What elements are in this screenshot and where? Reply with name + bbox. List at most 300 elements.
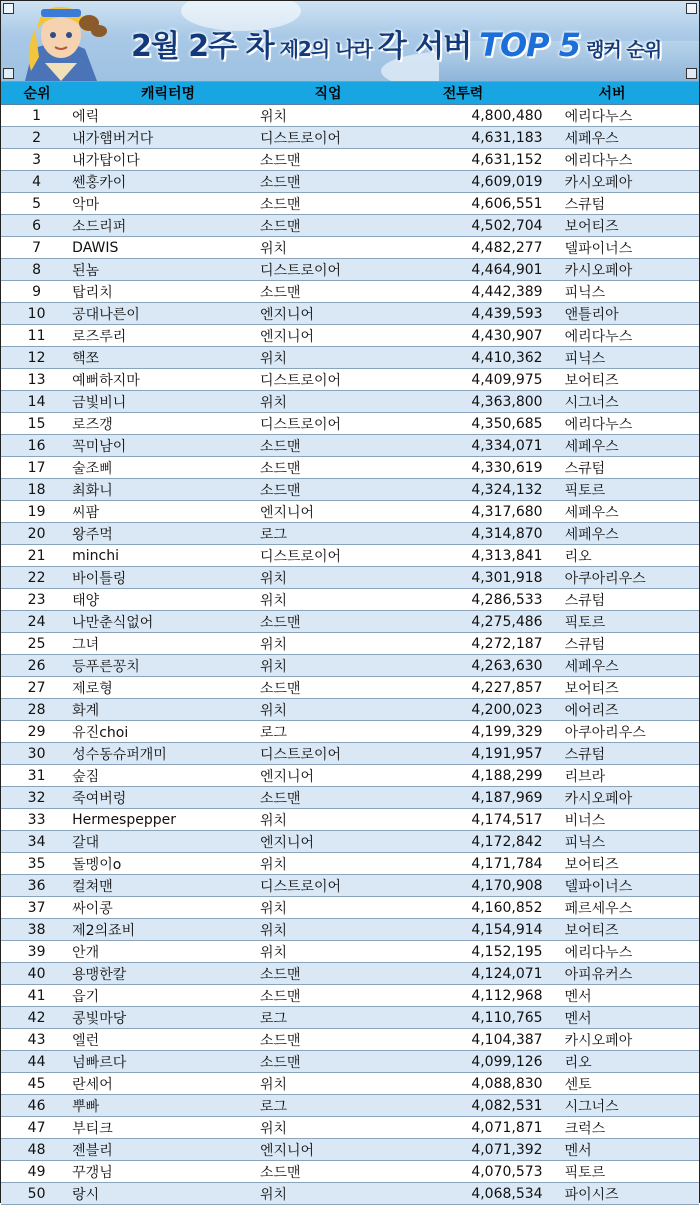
server-cell: 피닉스 bbox=[564, 284, 606, 301]
table-row bbox=[1, 193, 699, 215]
name-cell: 에릭 bbox=[72, 108, 100, 125]
server-cell: 아피유커스 bbox=[564, 966, 633, 983]
power-cell: 4,330,619 bbox=[471, 459, 543, 476]
name-cell: 등푸른꽁치 bbox=[72, 658, 140, 675]
rank-cell: 27 bbox=[27, 679, 46, 696]
rank-cell: 21 bbox=[27, 547, 46, 564]
server-cell: 세페우스 bbox=[564, 504, 619, 521]
header-server: 서버 bbox=[598, 86, 626, 102]
name-cell: 싸이콩 bbox=[72, 900, 113, 917]
name-cell: 콩빛마당 bbox=[72, 1010, 127, 1027]
rank-cell: 38 bbox=[27, 921, 46, 938]
name-cell: 뿌빠 bbox=[72, 1098, 100, 1115]
rank-cell: 20 bbox=[27, 525, 46, 542]
server-cell: 리오 bbox=[564, 1054, 592, 1071]
power-cell: 4,170,908 bbox=[471, 877, 543, 894]
name-cell: 로즈갱 bbox=[72, 416, 113, 433]
power-cell: 4,275,486 bbox=[471, 613, 543, 630]
table-row bbox=[1, 567, 699, 589]
server-cell: 세페우스 bbox=[564, 438, 619, 455]
name-cell: Hermespepper bbox=[72, 811, 176, 828]
power-cell: 4,088,830 bbox=[471, 1075, 543, 1092]
banner-scope: 각 서버 bbox=[377, 29, 472, 64]
job-cell: 엔지니어 bbox=[259, 1142, 315, 1159]
rank-cell: 2 bbox=[32, 129, 42, 146]
server-cell: 시그너스 bbox=[564, 1098, 619, 1115]
server-cell: 보어티즈 bbox=[564, 856, 619, 873]
job-cell: 소드맨 bbox=[259, 1032, 301, 1049]
server-cell: 스큐텀 bbox=[564, 636, 606, 653]
table-row bbox=[1, 391, 699, 413]
name-cell: 넘빠르다 bbox=[72, 1054, 127, 1071]
server-cell: 파이시즈 bbox=[564, 1186, 619, 1203]
name-cell: 죽여버렁 bbox=[72, 790, 127, 807]
power-cell: 4,439,593 bbox=[471, 305, 543, 322]
server-cell: 보어티즈 bbox=[564, 680, 619, 697]
job-cell: 디스트로이어 bbox=[259, 416, 342, 433]
server-cell: 세페우스 bbox=[564, 130, 619, 147]
name-cell: 쎈홍카이 bbox=[72, 174, 127, 191]
server-cell: 카시오페아 bbox=[564, 262, 633, 279]
rank-cell: 41 bbox=[27, 987, 46, 1004]
server-cell: 카시오페아 bbox=[564, 1032, 633, 1049]
server-cell: 보어티즈 bbox=[564, 218, 619, 235]
job-cell: 위치 bbox=[259, 240, 287, 257]
server-cell: 카시오페아 bbox=[564, 174, 633, 191]
job-cell: 디스트로이어 bbox=[259, 548, 342, 565]
table-row bbox=[1, 655, 699, 677]
power-cell: 4,200,023 bbox=[471, 701, 543, 718]
banner-top: TOP 5 bbox=[479, 26, 581, 64]
table-row bbox=[1, 127, 699, 149]
name-cell: 태양 bbox=[72, 592, 100, 609]
job-cell: 엔지니어 bbox=[259, 768, 315, 785]
table-row bbox=[1, 1051, 699, 1073]
rank-cell: 42 bbox=[27, 1009, 46, 1026]
job-cell: 소드맨 bbox=[259, 790, 301, 807]
server-cell: 시그너스 bbox=[564, 394, 619, 411]
table-row bbox=[1, 809, 699, 831]
table-row bbox=[1, 1007, 699, 1029]
rank-cell: 3 bbox=[32, 151, 42, 168]
server-cell: 스큐텀 bbox=[564, 592, 606, 609]
job-cell: 로그 bbox=[259, 724, 287, 741]
table-row bbox=[1, 281, 699, 303]
job-cell: 소드맨 bbox=[259, 482, 301, 499]
table-row bbox=[1, 941, 699, 963]
power-cell: 4,199,329 bbox=[471, 723, 543, 740]
server-cell: 피닉스 bbox=[564, 350, 606, 367]
header-rank: 순위 bbox=[23, 86, 51, 102]
name-cell: 유진choi bbox=[72, 724, 129, 741]
table-row bbox=[1, 721, 699, 743]
table-row bbox=[1, 699, 699, 721]
rank-cell: 12 bbox=[27, 349, 46, 366]
table-row bbox=[1, 347, 699, 369]
rank-cell: 8 bbox=[32, 261, 42, 278]
server-cell: 리브라 bbox=[564, 768, 606, 785]
rank-cell: 29 bbox=[27, 723, 46, 740]
rank-cell: 5 bbox=[32, 195, 42, 212]
table-row bbox=[1, 963, 699, 985]
power-cell: 4,160,852 bbox=[471, 899, 543, 916]
rank-cell: 26 bbox=[27, 657, 46, 674]
job-cell: 소드맨 bbox=[259, 966, 301, 983]
server-cell: 스큐텀 bbox=[564, 196, 606, 213]
server-cell: 스큐텀 bbox=[564, 460, 606, 477]
table-row bbox=[1, 545, 699, 567]
power-cell: 4,317,680 bbox=[471, 503, 543, 520]
name-cell: 예뻐하지마 bbox=[72, 372, 140, 389]
job-cell: 위치 bbox=[259, 592, 287, 609]
job-cell: 디스트로이어 bbox=[259, 372, 342, 389]
rank-cell: 37 bbox=[27, 899, 46, 916]
name-cell: 된놈 bbox=[72, 262, 100, 279]
header-power: 전투력 bbox=[442, 86, 484, 102]
name-cell: 안개 bbox=[72, 944, 100, 961]
table-row bbox=[1, 853, 699, 875]
rank-cell: 48 bbox=[27, 1141, 46, 1158]
corner-marker bbox=[3, 3, 14, 14]
table-row bbox=[1, 875, 699, 897]
power-cell: 4,110,765 bbox=[471, 1009, 543, 1026]
name-cell: 갈대 bbox=[72, 834, 100, 851]
job-cell: 디스트로이어 bbox=[259, 262, 342, 279]
server-cell: 에리다누스 bbox=[564, 108, 633, 125]
power-cell: 4,631,183 bbox=[471, 129, 543, 146]
job-cell: 위치 bbox=[259, 922, 287, 939]
power-cell: 4,430,907 bbox=[471, 327, 543, 344]
server-cell: 에리다누스 bbox=[564, 944, 633, 961]
table-row bbox=[1, 831, 699, 853]
power-cell: 4,502,704 bbox=[471, 217, 543, 234]
server-cell: 픽토르 bbox=[564, 1164, 606, 1181]
job-cell: 디스트로이어 bbox=[259, 878, 342, 895]
rank-cell: 31 bbox=[27, 767, 46, 784]
job-cell: 위치 bbox=[259, 702, 287, 719]
job-cell: 위치 bbox=[259, 856, 287, 873]
name-cell: 읍기 bbox=[72, 988, 100, 1005]
corner-marker bbox=[686, 68, 697, 79]
name-cell: 그녀 bbox=[72, 636, 100, 653]
server-cell: 에리다누스 bbox=[564, 416, 633, 433]
name-cell: 숲짐 bbox=[72, 768, 100, 785]
job-cell: 위치 bbox=[259, 108, 287, 125]
power-cell: 4,154,914 bbox=[471, 921, 543, 938]
rank-cell: 4 bbox=[32, 173, 42, 190]
rank-cell: 25 bbox=[27, 635, 46, 652]
job-cell: 엔지니어 bbox=[259, 328, 315, 345]
power-cell: 4,227,857 bbox=[471, 679, 543, 696]
name-cell: 성수동슈퍼개미 bbox=[72, 746, 167, 763]
rank-cell: 28 bbox=[27, 701, 46, 718]
server-cell: 비너스 bbox=[564, 812, 606, 829]
table-row bbox=[1, 985, 699, 1007]
table-row bbox=[1, 369, 699, 391]
rank-cell: 45 bbox=[27, 1075, 46, 1092]
power-cell: 4,171,784 bbox=[471, 855, 543, 872]
rank-cell: 1 bbox=[32, 107, 42, 124]
power-cell: 4,609,019 bbox=[471, 173, 543, 190]
server-cell: 아쿠아리우스 bbox=[564, 724, 646, 741]
server-cell: 크럭스 bbox=[564, 1120, 606, 1137]
table-row bbox=[1, 435, 699, 457]
name-cell: 로즈루리 bbox=[72, 328, 127, 345]
power-cell: 4,272,187 bbox=[471, 635, 543, 652]
table-row bbox=[1, 1183, 699, 1205]
job-cell: 소드맨 bbox=[259, 196, 301, 213]
power-cell: 4,152,195 bbox=[471, 943, 543, 960]
rank-cell: 33 bbox=[27, 811, 46, 828]
title-banner bbox=[1, 1, 699, 82]
table-row bbox=[1, 237, 699, 259]
power-cell: 4,442,389 bbox=[471, 283, 543, 300]
corner-marker bbox=[686, 3, 697, 14]
server-cell: 픽토르 bbox=[564, 614, 606, 631]
table-row bbox=[1, 765, 699, 787]
power-cell: 4,409,975 bbox=[471, 371, 543, 388]
rank-cell: 24 bbox=[27, 613, 46, 630]
power-cell: 4,286,533 bbox=[471, 591, 543, 608]
table-row bbox=[1, 303, 699, 325]
table-row bbox=[1, 457, 699, 479]
name-cell: 컬쳐맨 bbox=[72, 878, 113, 895]
name-cell: 술조삐 bbox=[72, 460, 113, 477]
table-row bbox=[1, 897, 699, 919]
name-cell: 금빛비니 bbox=[72, 394, 127, 411]
power-cell: 4,174,517 bbox=[471, 811, 543, 828]
table-row bbox=[1, 1073, 699, 1095]
rank-cell: 16 bbox=[27, 437, 46, 454]
rank-cell: 49 bbox=[27, 1163, 46, 1180]
power-cell: 4,172,842 bbox=[471, 833, 543, 850]
power-cell: 4,313,841 bbox=[471, 547, 543, 564]
table-row bbox=[1, 149, 699, 171]
banner-rank: 랭커 순위 bbox=[586, 39, 662, 61]
server-cell: 리오 bbox=[564, 548, 592, 565]
rank-cell: 6 bbox=[32, 217, 42, 234]
power-cell: 4,099,126 bbox=[471, 1053, 543, 1070]
job-cell: 소드맨 bbox=[259, 988, 301, 1005]
table-row bbox=[1, 413, 699, 435]
power-cell: 4,334,071 bbox=[471, 437, 543, 454]
name-cell: minchi bbox=[72, 547, 120, 564]
power-cell: 4,314,870 bbox=[471, 525, 543, 542]
power-cell: 4,464,901 bbox=[471, 261, 543, 278]
power-cell: 4,482,277 bbox=[471, 239, 543, 256]
server-cell: 보어티즈 bbox=[564, 372, 619, 389]
rank-cell: 35 bbox=[27, 855, 46, 872]
table-row bbox=[1, 1095, 699, 1117]
job-cell: 소드맨 bbox=[259, 1164, 301, 1181]
name-cell: 용맹한칼 bbox=[72, 966, 127, 983]
name-cell: DAWIS bbox=[72, 239, 119, 256]
server-cell: 픽토르 bbox=[564, 482, 606, 499]
server-cell: 에리다누스 bbox=[564, 328, 633, 345]
name-cell: 씨팜 bbox=[72, 504, 100, 521]
power-cell: 4,187,969 bbox=[471, 789, 543, 806]
header-job: 직업 bbox=[314, 86, 342, 102]
job-cell: 디스트로이어 bbox=[259, 130, 342, 147]
table-row bbox=[1, 215, 699, 237]
job-cell: 로그 bbox=[259, 526, 287, 543]
name-cell: 소드리퍼 bbox=[72, 218, 127, 235]
server-cell: 센토 bbox=[564, 1076, 592, 1093]
name-cell: 돌멩이o bbox=[72, 856, 122, 873]
name-cell: 제2의죠비 bbox=[72, 922, 136, 939]
rank-cell: 11 bbox=[27, 327, 46, 344]
rank-cell: 40 bbox=[27, 965, 46, 982]
job-cell: 소드맨 bbox=[259, 614, 301, 631]
table-row bbox=[1, 1117, 699, 1139]
name-cell: 엘런 bbox=[72, 1032, 100, 1049]
rank-cell: 13 bbox=[27, 371, 46, 388]
job-cell: 소드맨 bbox=[259, 174, 301, 191]
power-cell: 4,071,871 bbox=[471, 1119, 543, 1136]
name-cell: 나만춘식없어 bbox=[72, 614, 154, 631]
power-cell: 4,410,362 bbox=[471, 349, 543, 366]
server-cell: 델파이너스 bbox=[564, 240, 633, 257]
server-cell: 세페우스 bbox=[564, 526, 619, 543]
table-row bbox=[1, 787, 699, 809]
name-cell: 탑리치 bbox=[72, 284, 113, 301]
table-row bbox=[1, 1161, 699, 1183]
rank-cell: 15 bbox=[27, 415, 46, 432]
name-cell: 내가햄버거다 bbox=[72, 130, 154, 147]
job-cell: 디스트로이어 bbox=[259, 746, 342, 763]
rank-cell: 17 bbox=[27, 459, 46, 476]
job-cell: 위치 bbox=[259, 1120, 287, 1137]
name-cell: 젠블리 bbox=[72, 1142, 113, 1159]
server-cell: 에리다누스 bbox=[564, 152, 633, 169]
server-cell: 페르세우스 bbox=[564, 900, 633, 917]
rank-cell: 14 bbox=[27, 393, 46, 410]
power-cell: 4,631,152 bbox=[471, 151, 543, 168]
power-cell: 4,188,299 bbox=[471, 767, 543, 784]
job-cell: 위치 bbox=[259, 900, 287, 917]
table-row bbox=[1, 501, 699, 523]
table-row bbox=[1, 633, 699, 655]
rank-cell: 19 bbox=[27, 503, 46, 520]
name-cell: 최화니 bbox=[72, 482, 113, 499]
power-cell: 4,071,392 bbox=[471, 1141, 543, 1158]
table-row bbox=[1, 259, 699, 281]
job-cell: 위치 bbox=[259, 944, 287, 961]
ranking-table-body bbox=[1, 105, 699, 1205]
rank-cell: 30 bbox=[27, 745, 46, 762]
table-row bbox=[1, 325, 699, 347]
job-cell: 위치 bbox=[259, 350, 287, 367]
name-cell: 란세어 bbox=[72, 1076, 113, 1093]
power-cell: 4,068,534 bbox=[471, 1185, 543, 1202]
job-cell: 위치 bbox=[259, 394, 287, 411]
rank-cell: 22 bbox=[27, 569, 46, 586]
name-cell: 바이틀링 bbox=[72, 570, 127, 587]
job-cell: 위치 bbox=[259, 1186, 287, 1203]
name-cell: 왕주먹 bbox=[72, 526, 113, 543]
rank-cell: 39 bbox=[27, 943, 46, 960]
job-cell: 소드맨 bbox=[259, 460, 301, 477]
power-cell: 4,301,918 bbox=[471, 569, 543, 586]
rank-cell: 46 bbox=[27, 1097, 46, 1114]
server-cell: 멘서 bbox=[564, 1142, 592, 1159]
rank-cell: 23 bbox=[27, 591, 46, 608]
server-cell: 아쿠아리우스 bbox=[564, 570, 646, 587]
name-cell: 공대나른이 bbox=[72, 306, 140, 323]
job-cell: 소드맨 bbox=[259, 218, 301, 235]
table-row bbox=[1, 677, 699, 699]
rank-cell: 43 bbox=[27, 1031, 46, 1048]
job-cell: 위치 bbox=[259, 636, 287, 653]
power-cell: 4,112,968 bbox=[471, 987, 543, 1004]
power-cell: 4,800,480 bbox=[471, 107, 543, 124]
table-row bbox=[1, 523, 699, 545]
rank-cell: 7 bbox=[32, 239, 42, 256]
job-cell: 엔지니어 bbox=[259, 504, 315, 521]
power-cell: 4,124,071 bbox=[471, 965, 543, 982]
rank-cell: 9 bbox=[32, 283, 42, 300]
job-cell: 위치 bbox=[259, 1076, 287, 1093]
job-cell: 위치 bbox=[259, 570, 287, 587]
job-cell: 소드맨 bbox=[259, 152, 301, 169]
banner-subject: 제2의 나라 bbox=[279, 37, 372, 61]
name-cell: 악마 bbox=[72, 196, 100, 213]
banner-week: 2월 2주 차 bbox=[131, 29, 274, 64]
header-name: 캐릭터명 bbox=[140, 86, 196, 102]
power-cell: 4,606,551 bbox=[471, 195, 543, 212]
job-cell: 소드맨 bbox=[259, 1054, 301, 1071]
table-row bbox=[1, 611, 699, 633]
table-row bbox=[1, 743, 699, 765]
name-cell: 꼭미남이 bbox=[72, 438, 127, 455]
table-row bbox=[1, 1029, 699, 1051]
rank-cell: 32 bbox=[27, 789, 46, 806]
rank-cell: 47 bbox=[27, 1119, 46, 1136]
table-header bbox=[1, 82, 699, 105]
rank-cell: 34 bbox=[27, 833, 46, 850]
name-cell: 랑시 bbox=[72, 1186, 100, 1203]
power-cell: 4,350,685 bbox=[471, 415, 543, 432]
server-cell: 앤틀리아 bbox=[564, 306, 619, 323]
name-cell: 꾸갱님 bbox=[72, 1164, 113, 1181]
table-row bbox=[1, 1139, 699, 1161]
job-cell: 소드맨 bbox=[259, 284, 301, 301]
power-cell: 4,104,387 bbox=[471, 1031, 543, 1048]
rank-cell: 10 bbox=[27, 305, 46, 322]
job-cell: 소드맨 bbox=[259, 438, 301, 455]
power-cell: 4,324,132 bbox=[471, 481, 543, 498]
table-row bbox=[1, 105, 699, 127]
table-row bbox=[1, 171, 699, 193]
server-cell: 델파이너스 bbox=[564, 878, 633, 895]
job-cell: 위치 bbox=[259, 812, 287, 829]
rank-cell: 50 bbox=[27, 1185, 46, 1202]
server-cell: 멘서 bbox=[564, 1010, 592, 1027]
server-cell: 세페우스 bbox=[564, 658, 619, 675]
name-cell: 내가탑이다 bbox=[72, 152, 140, 169]
power-cell: 4,363,800 bbox=[471, 393, 543, 410]
server-cell: 스큐텀 bbox=[564, 746, 606, 763]
name-cell: 핵쪼 bbox=[72, 350, 100, 367]
job-cell: 엔지니어 bbox=[259, 306, 315, 323]
power-cell: 4,082,531 bbox=[471, 1097, 543, 1114]
job-cell: 로그 bbox=[259, 1010, 287, 1027]
server-cell: 피닉스 bbox=[564, 834, 606, 851]
name-cell: 제로형 bbox=[72, 680, 113, 697]
job-cell: 엔지니어 bbox=[259, 834, 315, 851]
name-cell: 부티크 bbox=[72, 1120, 113, 1137]
rank-cell: 44 bbox=[27, 1053, 46, 1070]
